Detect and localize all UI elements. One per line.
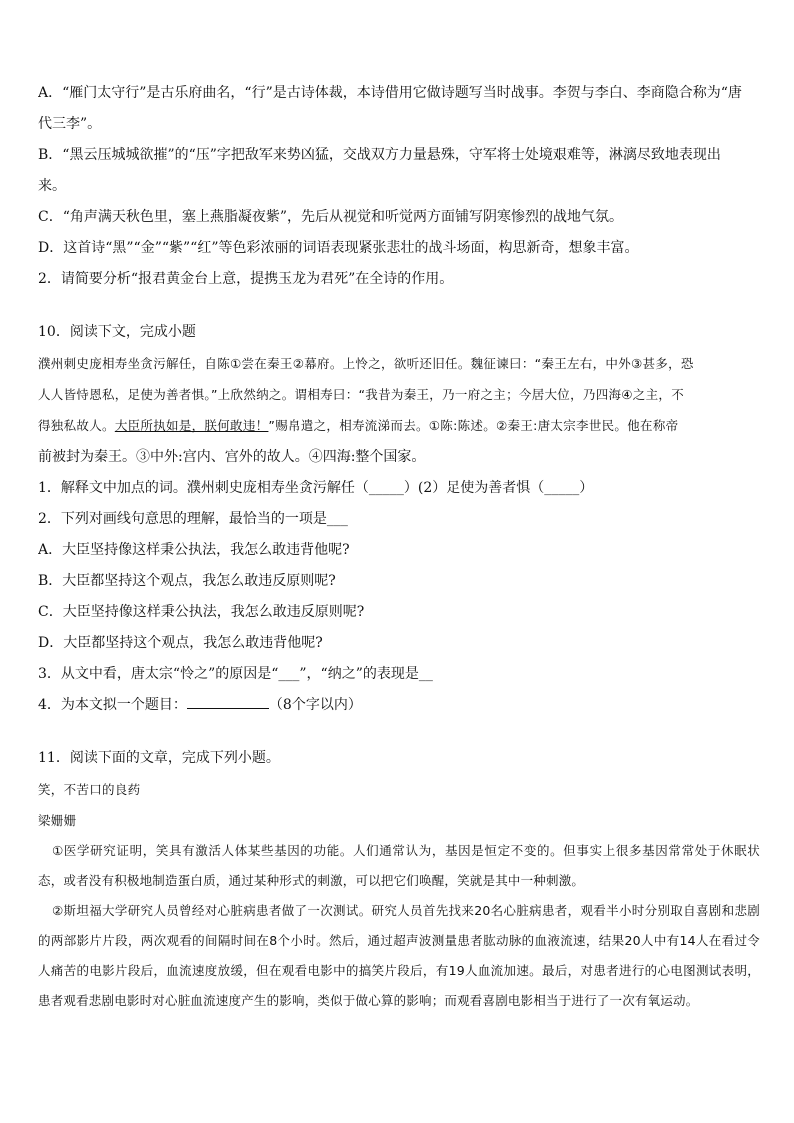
q10-passage-line2: 人人皆恃恩私，足使为善者惧。”上欣然纳之。谓相寿曰：“我昔为秦王，乃一府之主；今居大位，乃四海④之主，不 (38, 387, 685, 402)
q9-option-a-line1: A．“雁门太守行”是古乐府曲名，“行”是古诗体裁，本诗借用它做诗题写当时战事。李贺与李白、李商隐合称为“唐 (38, 85, 742, 101)
q10-passage-line4: 前被封为秦王。③中外:宫内、宫外的故人。④四海:整个国家。 (38, 449, 426, 465)
q9-option-a-line2: 代三李”。 (38, 116, 102, 132)
article-paragraph-1: ①医学研究证明，笑具有激活人体某些基因的功能。人们通常认为，基因是恒定不变的。但事实上很多基因常常处于休眠状态，或者没有积极地制造蛋白质，通过某种形式的刺激，可以把它们唤醒，笑就是其中一种刺激。 (38, 843, 760, 888)
q10-subquestion-1: 1．解释文中加点的词。濮州刺史庞相寿坐贪污解任（_____）(2）足使为善者惧（_____） (38, 480, 594, 496)
q10-subquestion-4-label: 4．为本文拟一个题目： (38, 697, 187, 713)
q10-section (38, 317, 760, 721)
q10-option-d: D．大臣都坚持这个观点，我怎么敢违背他呢? (38, 635, 323, 651)
q9-options (38, 78, 760, 295)
exam-page (38, 78, 760, 1016)
q9-option-c: C．“角声满天秋色里，塞上燕脂凝夜紫”，先后从视觉和听觉两方面铺写阴寒惨烈的战地气氛。 (38, 209, 624, 225)
spacer (38, 721, 760, 743)
q10-passage-line3-post: ”赐帛遣之，相寿流涕而去。①陈:陈述。②秦王:唐太宗李世民。他在称帝 (268, 418, 679, 433)
q10-heading: 10．阅读下文，完成小题 (38, 324, 196, 340)
spacer (38, 295, 760, 317)
q10-subquestion-4 (38, 690, 760, 721)
q11-section (38, 743, 760, 1016)
article-title: 笑，不苦口的良药 (38, 782, 141, 797)
answer-blank[interactable] (187, 707, 269, 709)
q9-option-d: D．这首诗“黑”“金”“紫”“红”等色彩浓丽的词语表现紧张悲壮的战斗场面，构思新奇，想象丰富。 (38, 240, 639, 256)
q10-subquestion-3: 3．从文中看，唐太宗“怜之”的原因是“___”，“纳之”的表现是__ (38, 666, 433, 682)
q11-heading: 11．阅读下面的文章，完成下列小题。 (38, 750, 280, 766)
q9-option-b-line2: 来。 (38, 178, 66, 194)
q10-option-c: C．大臣坚持像这样秉公执法，我怎么敢违反原则呢? (38, 604, 365, 620)
q10-passage-line1: 濮州刺史庞相寿坐贪污解任，自陈①尝在秦王②幕府。上怜之，欲听还旧任。魏征谏曰：“秦王左右，中外③甚多，恐 (38, 356, 694, 371)
q10-passage-line3 (38, 410, 760, 442)
q9-option-b-line1: B．“黑云压城城欲摧”的“压”字把敌军来势凶猛，交战双方力量悬殊，守军将士处境艰难等，淋漓尽致地表现出 (38, 147, 721, 163)
article-paragraph-2: ②斯坦福大学研究人员曾经对心脏病患者做了一次测试。研究人员首先找来20名心脏病患者，观看半小时分别取自喜剧和悲剧的两部影片片段，两次观看的间隔时间在8个小时。然后，通过超声波测量患者肱动脉的血液流速，结果20人中有14人在看过令人痛苦的电影片段后，血流速度放缓，但在观看电影中的搞笑片段后，有19人血流加速。最后，对患者进行的心电图测试表明，患者观看悲剧电影时对心脏血流速度产生的影响，类似于做心算的影响；而观看喜剧电影相当于进行了一次有氧运动。 (38, 903, 760, 1008)
q9-subquestion-2: 2．请简要分析“报君黄金台上意，提携玉龙为君死”在全诗的作用。 (38, 271, 454, 287)
q10-subquestion-2: 2．下列对画线句意思的理解，最恰当的一项是___ (38, 511, 348, 527)
q10-option-a: A．大臣坚持像这样秉公执法，我怎么敢违背他呢? (38, 542, 350, 558)
q10-underlined-sentence: 大臣所执如是，朕何敢违！ (114, 418, 269, 433)
q10-subquestion-4-note: （8个字以内） (268, 697, 362, 713)
article-author: 梁姗姗 (38, 813, 77, 828)
q10-option-b: B．大臣都坚持这个观点，我怎么敢违反原则呢? (38, 573, 336, 589)
q10-passage-line3-pre: 得独私故人。 (38, 418, 115, 433)
